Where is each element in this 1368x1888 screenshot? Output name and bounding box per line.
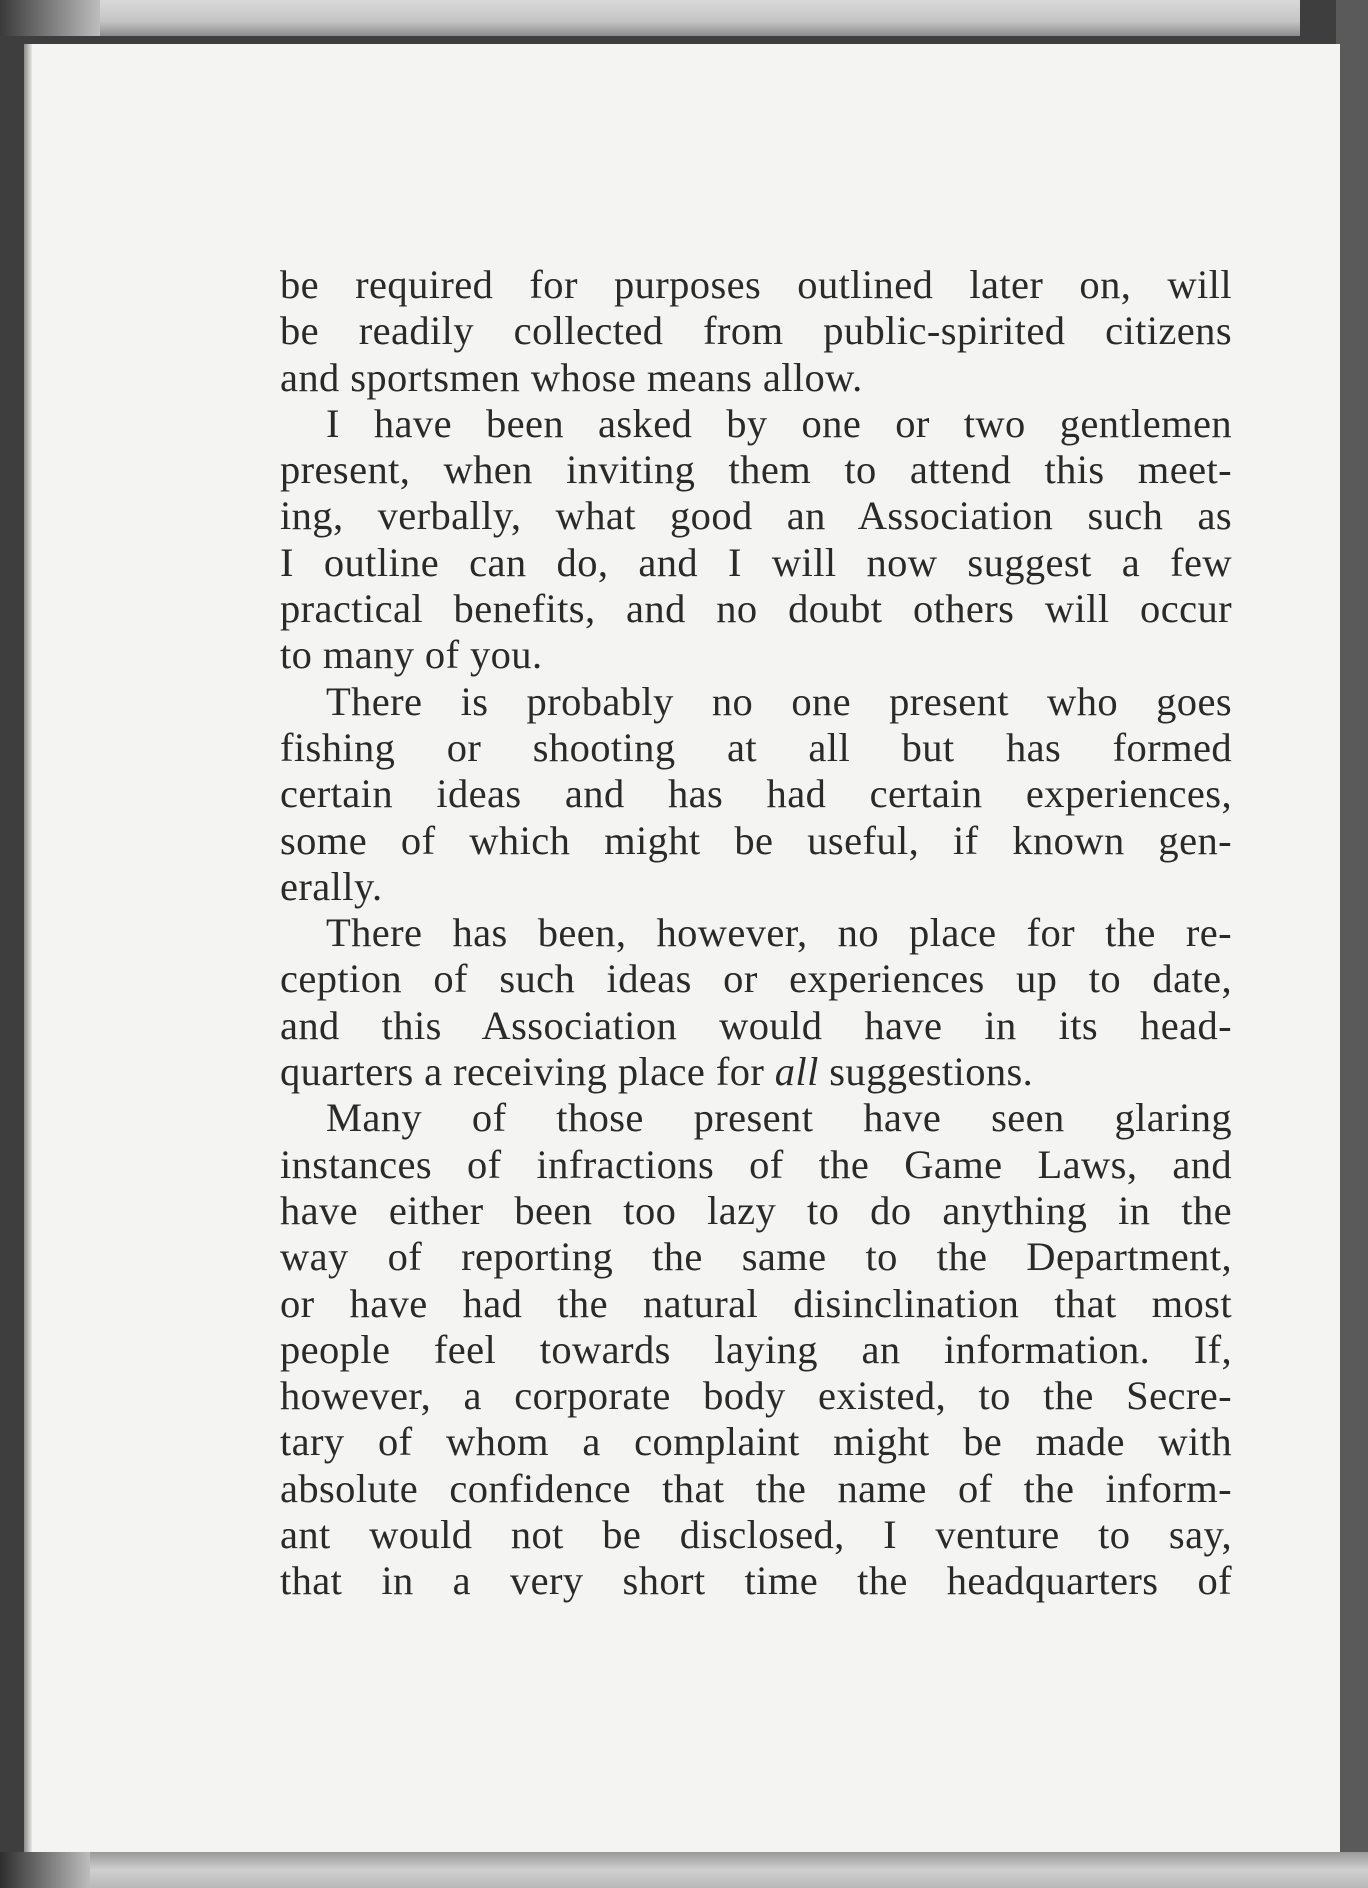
text-line: present, when inviting them to attend this meet- <box>280 447 1232 493</box>
text-line: Many of those present have seen glaring <box>326 1095 1232 1141</box>
text-line: tary of whom a complaint might be made with <box>280 1419 1232 1465</box>
page-gutter-shadow <box>24 44 32 1852</box>
text-line: absolute confidence that the name of the inform- <box>280 1465 1232 1511</box>
text-line: ception of such ideas or experiences up to date, <box>280 956 1232 1002</box>
text-line: instances of infractions of the Game Laws, and <box>280 1141 1232 1187</box>
text-line: I have been asked by one or two gentlemen <box>326 400 1232 446</box>
paragraph-1 <box>280 262 1232 401</box>
text-line: or have had the natural disinclination that most <box>280 1280 1232 1326</box>
paragraph-4 <box>280 910 1232 1095</box>
text-line <box>280 1049 1232 1095</box>
paragraph-2 <box>280 401 1232 679</box>
paragraph-3 <box>280 679 1232 910</box>
text-line: ant would not be disclosed, I venture to say, <box>280 1512 1232 1558</box>
text-line: fishing or shooting at all but has formed <box>280 724 1232 770</box>
text-line: be readily collected from public-spirited citizens <box>280 308 1232 354</box>
bottom-book-edge <box>0 1852 1368 1888</box>
top-book-edge-shadow <box>0 0 100 36</box>
text-line: There is probably no one present who goes <box>326 678 1232 724</box>
text-line: and this Association would have in its head- <box>280 1002 1232 1048</box>
italic-word: all <box>774 1049 819 1095</box>
text-line: be required for purposes outlined later on, will <box>280 262 1232 307</box>
bottom-book-edge-shadow <box>0 1852 90 1888</box>
text-line: practical benefits, and no doubt others will occur <box>280 586 1232 632</box>
text-line: to many of you. <box>280 632 543 678</box>
text-line: way of reporting the same to the Department, <box>280 1234 1232 1280</box>
right-dark-margin <box>1336 0 1368 1888</box>
paragraph-5 <box>280 1095 1232 1604</box>
text-line: erally. <box>280 863 383 909</box>
body-text <box>280 262 1232 1605</box>
text-line: There has been, however, no place for the re- <box>326 910 1232 956</box>
text-line: have either been too lazy to do anything in the <box>280 1187 1232 1233</box>
text-line: however, a corporate body existed, to the Secre- <box>280 1373 1232 1419</box>
text-line: certain ideas and has had certain experiences, <box>280 771 1232 817</box>
top-book-edge <box>0 0 1300 36</box>
text-line: and sportsmen whose means allow. <box>280 354 863 400</box>
text-line: people feel towards laying an information. If, <box>280 1326 1232 1372</box>
text-line: some of which might be useful, if known gen- <box>280 817 1232 863</box>
text-segment: suggestions. <box>818 1049 1034 1095</box>
text-line: that in a very short time the headquarters of <box>280 1558 1232 1604</box>
text-line: I outline can do, and I will now suggest a few <box>280 539 1232 585</box>
text-line: ing, verbally, what good an Association such as <box>280 493 1232 539</box>
text-segment: quarters a receiving place for <box>280 1049 775 1095</box>
